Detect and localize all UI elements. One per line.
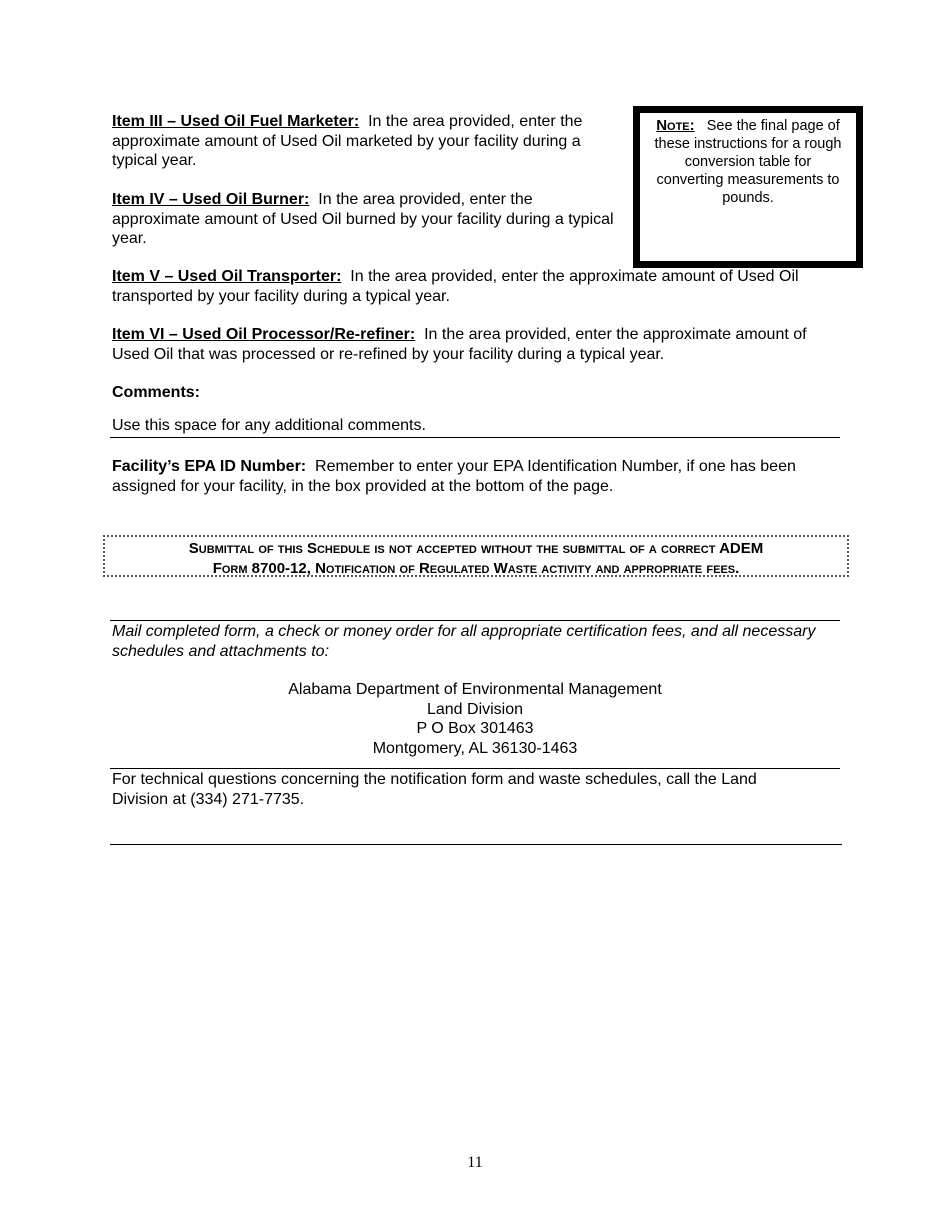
mail-divider — [110, 620, 840, 621]
comments-divider — [110, 437, 840, 438]
item-iv-label: Item IV – Used Oil Burner: — [112, 191, 310, 208]
comments-text: Use this space for any additional comments. — [112, 417, 426, 434]
item-iii-paragraph — [112, 112, 622, 171]
technical-questions-text: For technical questions concerning the notification form and waste schedules, call the Land Division at (334) 271-7735. — [112, 771, 757, 808]
item-iii-label: Item III – Used Oil Fuel Marketer: — [112, 113, 360, 130]
item-vi-label: Item VI – Used Oil Processor/Re-refiner: — [112, 326, 416, 343]
comments-heading: Comments: — [112, 384, 201, 401]
item-vi-paragraph — [112, 325, 842, 364]
item-v-label: Item V – Used Oil Transporter: — [112, 268, 342, 285]
submittal-line-1 — [105, 539, 847, 559]
item-iii-text: In the area provided, enter the approximate amount of Used Oil marketed by your facility during a typical year. — [112, 113, 583, 169]
epa-id-text: Remember to enter your EPA Identification Number, if one has been assigned for your facility, in the box provided at the bottom of the page. — [112, 458, 796, 495]
note-label: Note: — [656, 117, 695, 134]
submittal-line-2: Form 8700-12, Notification of Regulated Waste activity and appropriate fees. — [212, 560, 740, 577]
address-line-4: Montgomery, AL 36130-1463 — [372, 739, 578, 757]
address-line-2: Land Division — [426, 700, 524, 718]
item-v-text: In the area provided, enter the approximate amount of Used Oil transported by your facility during a typical year. — [112, 268, 799, 305]
bottom-divider — [110, 844, 842, 845]
submittal-line-1-text: Submittal of this Schedule is not accepted without the submittal of a correct — [188, 540, 716, 557]
page-number: 11 — [467, 1154, 483, 1171]
note-box — [633, 106, 863, 268]
submittal-notice-box — [103, 535, 849, 577]
item-vi-text: In the area provided, enter the approximate amount of Used Oil that was processed or re-refined by your facility during a typical year. — [112, 326, 807, 363]
address-line-3: P O Box 301463 — [416, 720, 534, 737]
address-line-1: Alabama Department of Environmental Management — [288, 681, 662, 698]
note-text: See the final page of these instructions for a rough conversion table for converting measurements to pounds. — [654, 118, 842, 206]
epa-id-label: Facility’s EPA ID Number: — [112, 458, 307, 475]
epa-id-paragraph — [112, 457, 842, 496]
mail-instructions: Mail completed form, a check or money order for all appropriate certification fees, and all necessary schedules and attachments to: — [112, 623, 816, 660]
mailing-address — [112, 680, 838, 758]
submittal-adem: ADEM — [719, 540, 764, 557]
item-iv-text: In the area provided, enter the approximate amount of Used Oil burned by your facility during a typical year. — [112, 191, 614, 247]
item-iv-paragraph — [112, 190, 622, 249]
tech-divider — [110, 768, 840, 769]
item-v-paragraph — [112, 267, 842, 306]
